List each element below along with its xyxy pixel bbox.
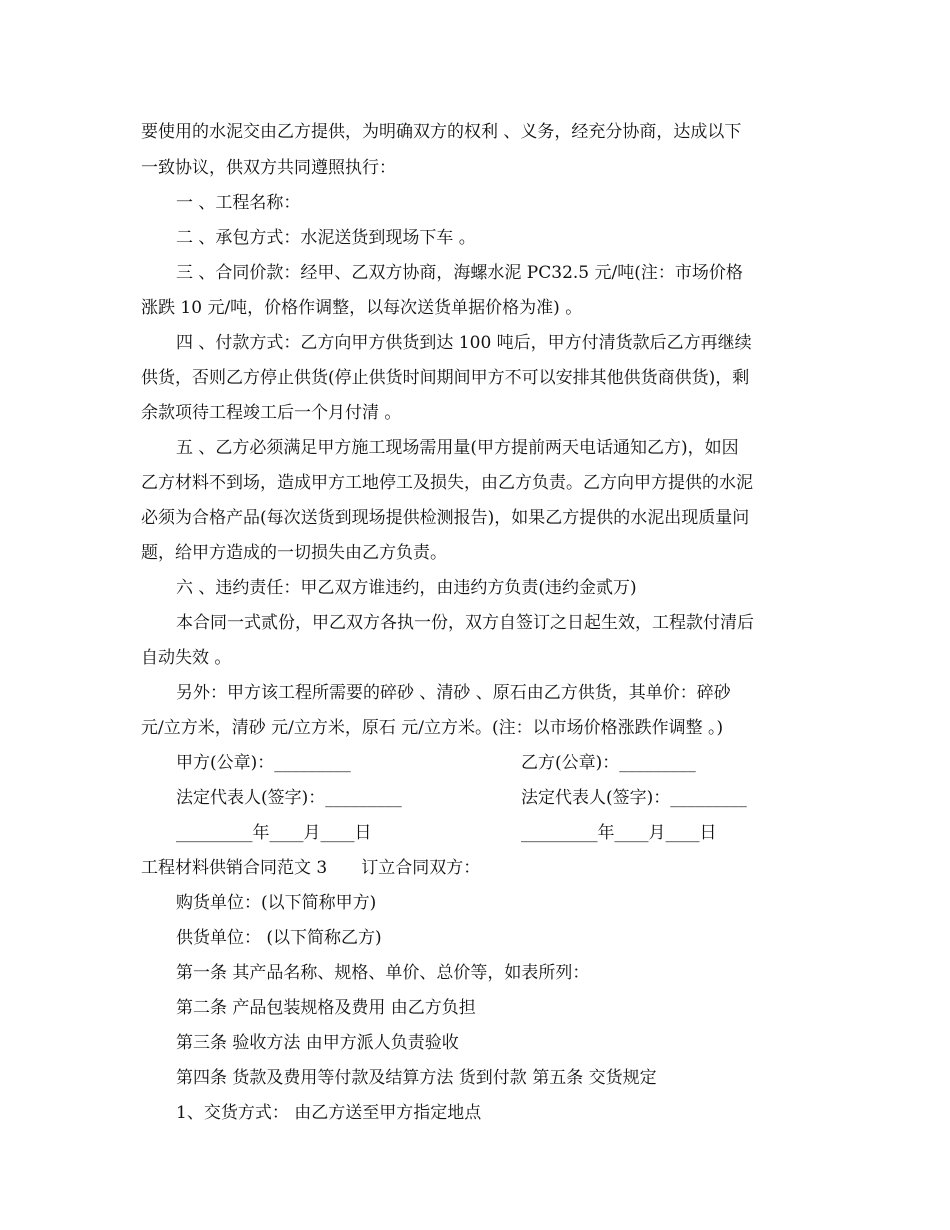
paragraph-line: 要使用的水泥交由乙方提供，为明确双方的权利 、义务，经充分协商，达成以下 xyxy=(141,122,742,142)
article-2: 第二条 产品包装规格及费用 由乙方负担 xyxy=(176,998,476,1018)
paragraph-line: 自动失效 。 xyxy=(141,648,232,668)
clause-supply-obligation: 五 、乙方必须满足甲方施工现场需用量(甲方提前两天电话通知乙方)，如因 xyxy=(176,438,739,458)
buyer-unit-line: 购货单位：(以下简称甲方) xyxy=(176,893,377,913)
article-4-5: 第四条 货款及费用等付款及结算方法 货到付款 第五条 交货规定 xyxy=(176,1068,657,1088)
clause-payment-method: 四 、付款方式：乙方向甲方供货到达 100 吨后，甲方付清货款后乙方再继续 xyxy=(176,333,752,353)
paragraph-line: 供货，否则乙方停止供货(停止供货时间期间甲方不可以安排其他供货商供货)，剩 xyxy=(141,368,750,388)
delivery-method-line: 1、交货方式： 由乙方送至甲方指定地点 xyxy=(176,1103,482,1123)
contract-3-heading: 工程材料供销合同范文 3 订立合同双方： xyxy=(141,858,481,878)
clause-additional-supply: 另外：甲方该工程所需要的碎砂 、清砂 、原石由乙方供货，其单价：碎砂 xyxy=(176,683,731,703)
paragraph-line: 乙方材料不到场，造成甲方工地停工及损失，由乙方负责。乙方向甲方提供的水泥 xyxy=(141,473,753,493)
clause-project-name: 一 、工程名称： xyxy=(176,193,301,213)
article-1: 第一条 其产品名称、规格、单价、总价等，如表所列： xyxy=(176,963,590,983)
paragraph-line: 一致协议，供双方共同遵照执行： xyxy=(141,158,396,178)
party-b-date-field: _________年____月____日 xyxy=(521,823,717,843)
supplier-unit-line: 供货单位： (以下简称乙方) xyxy=(176,928,382,948)
party-a-seal-field: 甲方(公章)：_________ xyxy=(176,753,351,773)
article-3: 第三条 验收方法 由甲方派人负责验收 xyxy=(176,1033,459,1053)
clause-contract-method: 二 、承包方式：水泥送货到现场下车 。 xyxy=(176,228,476,248)
party-b-representative-field: 法定代表人(签字)：_________ xyxy=(521,788,747,808)
party-a-representative-field: 法定代表人(签字)：_________ xyxy=(176,788,402,808)
paragraph-line: 涨跌 10 元/吨，价格作调整，以每次送货单据价格为准) 。 xyxy=(141,298,583,318)
paragraph-line: 元/立方米，清砂 元/立方米，原石 元/立方米。(注：以市场价格涨跌作调整 。) xyxy=(141,718,724,738)
paragraph-line: 余款项待工程竣工后一个月付清 。 xyxy=(141,403,402,423)
clause-effectiveness: 本合同一式贰份，甲乙双方各执一份，双方自签订之日起生效，工程款付清后 xyxy=(176,613,754,633)
clause-contract-price: 三 、合同价款：经甲、乙双方协商，海螺水泥 PC32.5 元/吨(注：市场价格 xyxy=(176,263,743,283)
party-a-date-field: _________年____月____日 xyxy=(176,823,372,843)
party-b-seal-field: 乙方(公章)：_________ xyxy=(521,753,696,773)
clause-breach-liability: 六 、违约责任：甲乙双方谁违约，由违约方负责(违约金贰万) xyxy=(176,578,637,598)
paragraph-line: 必须为合格产品(每次送货到现场提供检测报告)，如果乙方提供的水泥出现质量问 xyxy=(141,508,750,528)
paragraph-line: 题，给甲方造成的一切损失由乙方负责。 xyxy=(141,543,447,563)
